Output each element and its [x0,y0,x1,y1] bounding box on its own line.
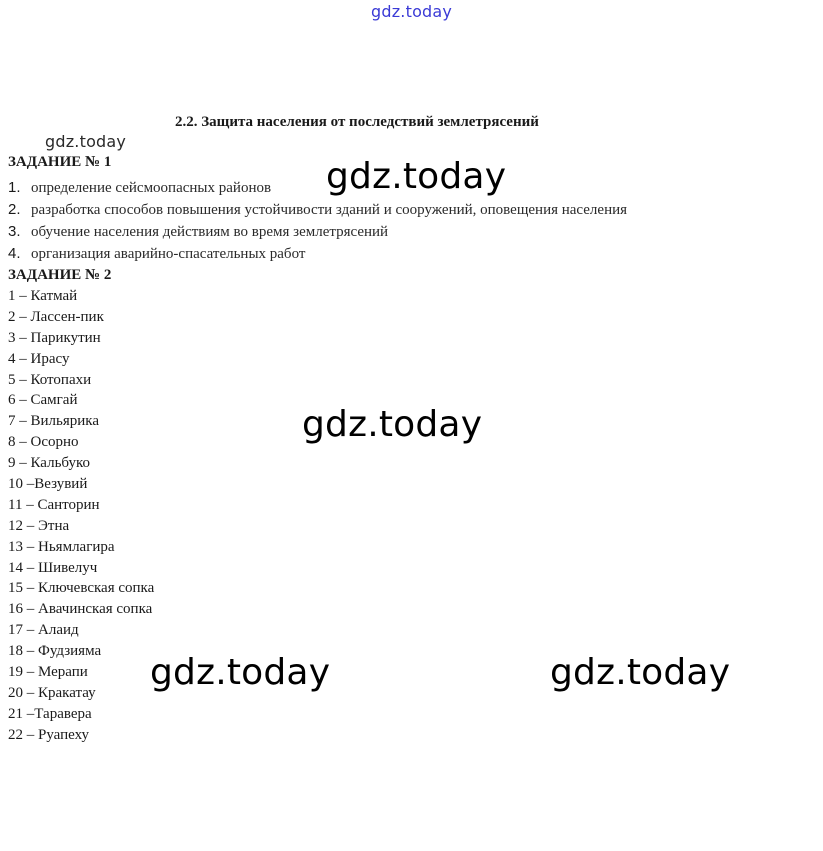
list-item: 3 – Парикутин [8,329,101,346]
list-item: 1 – Катмай [8,288,78,304]
list-item: 11 – Санторин [8,496,100,513]
list-item [8,199,627,221]
list-item: 18 – Фудзияма [8,643,102,660]
list-item: 15 – Ключевская сопка [8,580,155,597]
list-item: 6 – Самгай [8,392,78,409]
list-item [8,221,627,243]
watermark-small: gdz.today [45,132,127,151]
list-item-text: организация аварийно-спасательных работ [31,246,306,262]
watermark-top: gdz.today [371,2,453,21]
task1-heading: ЗАДАНИЕ № 1 [8,154,112,170]
task2-heading: ЗАДАНИЕ № 2 [8,267,112,283]
watermark-large: gdz.today [150,652,331,693]
list-item: 19 – Мерапи [8,664,88,681]
list-item: 22 – Руапеху [8,726,90,743]
list-item: 5 – Котопахи [8,371,92,388]
list-item-number: 2. [8,201,21,218]
list-item: 14 – Шивелуч [8,559,98,576]
list-item [8,243,627,265]
watermark-large: gdz.today [550,652,731,693]
list-item: 7 – Вильярика [8,413,100,430]
task2-list [8,286,154,746]
task1-list [8,177,627,265]
list-item: 16 – Авачинская сопка [8,601,153,618]
watermark-large: gdz.today [302,404,483,445]
list-item: 21 –Таравера [8,705,92,722]
watermark-large: gdz.today [326,156,507,197]
list-item: 13 – Ньямлагира [8,538,115,555]
list-item-number: 1. [8,179,21,196]
page-title: 2.2. Защита населения от последствий землетрясений [175,114,539,130]
list-item: 9 – Кальбуко [8,455,91,472]
list-item-text: обучение населения действиям во время землетрясений [31,224,389,240]
list-item [8,177,627,199]
list-item-number: 3. [8,223,21,240]
list-item: 8 – Осорно [8,434,79,451]
list-item-text: разработка способов повышения устойчивости зданий и сооружений, оповещения населения [31,202,628,218]
list-item: 12 – Этна [8,517,70,534]
list-item: 20 – Кракатау [8,684,96,701]
list-item: 17 – Алаид [8,622,79,639]
list-item-text: определение сейсмоопасных районов [31,180,272,196]
list-item: 10 –Везувий [8,476,88,493]
list-item: 4 – Ирасу [8,350,70,367]
list-item: 2 – Лассен-пик [8,308,104,325]
list-item-number: 4. [8,245,21,262]
